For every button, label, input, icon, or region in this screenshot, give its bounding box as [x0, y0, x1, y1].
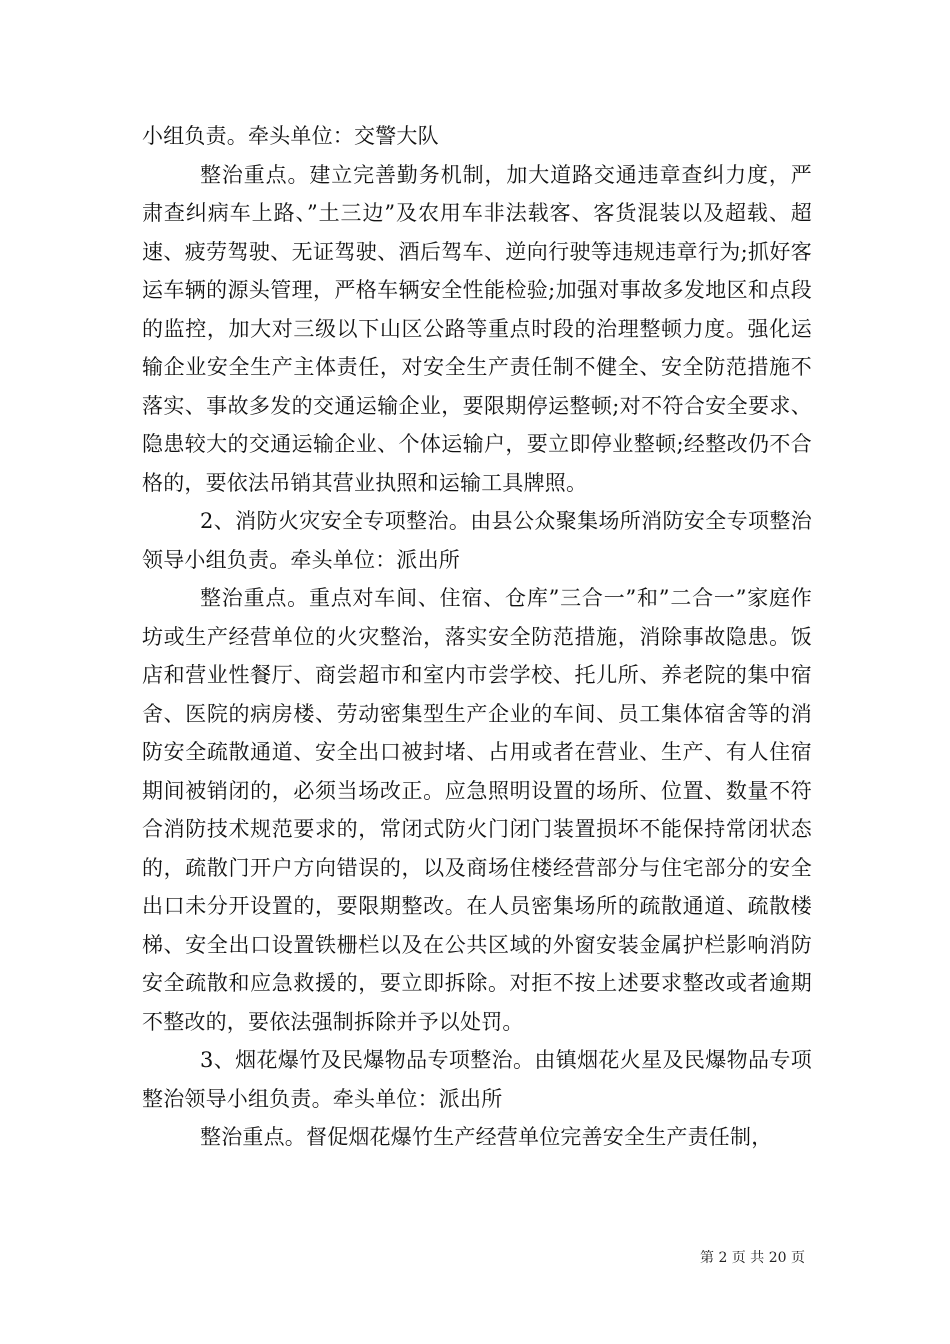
page-number-footer: 第 2 页 共 20 页 — [700, 1250, 805, 1266]
body-text — [142, 117, 812, 1157]
paragraph-fireworks-heading: 3、烟花爆竹及民爆物品专项整治。由镇烟花火星及民爆物品专项整治领导小组负责。牵头单位：派出所 — [142, 1048, 812, 1111]
paragraph-fire-safety-heading: 2、消防火灾安全专项整治。由县公众聚集场所消防安全专项整治领导小组负责。牵头单位：派出所 — [142, 509, 812, 572]
paragraph-fire-key-points: 整治重点。重点对车间、住宿、仓库”三合一”和”二合一”家庭作坊或生产经营单位的火灾整治，落实安全防范措施，消除事故隐患。饭店和营业性餐厅、商尝超市和室内市尝学校、托儿所、养老院的集中宿舍、医院的病房楼、劳动密集型生产企业的车间、员工集体宿舍等的消防安全疏散通道、安全出口被封堵、占用或者在营业、生产、有人住宿期间被销闭的，必须当场改正。应急照明设置的场所、位置、数量不符合消防技术规范要求的，常闭式防火门闭门装置损坏不能保持常闭状态的，疏散门开户方向错误的，以及商场住楼经营部分与住宅部分的安全出口未分开设置的，要限期整改。在人员密集场所的疏散通道、疏散楼梯、安全出口设置铁栅栏以及在公共区域的外窗安装金属护栏影响消防安全疏散和应急救援的，要立即拆除。对拒不按上述要求整改或者逾期不整改的，要依法强制拆除并予以处罚。 — [142, 586, 812, 1034]
paragraph-traffic-key-points: 整治重点。建立完善勤务机制，加大道路交通违章查纠力度，严肃查纠病车上路、”土三边”及农用车非法载客、客货混装以及超载、超速、疲劳驾驶、无证驾驶、酒后驾车、逆向行驶等违规违章行为;抓好客运车辆的源头管理，严格车辆安全性能检验;加强对事故多发地区和点段的监控，加大对三级以下山区公路等重点时段的治理整顿力度。强化运输企业安全生产主体责任，对安全生产责任制不健全、安全防范措施不落实、事故多发的交通运输企业，要限期停运整顿;对不符合安全要求、隐患较大的交通运输企业、个体运输户，要立即停业整顿;经整改仍不合格的，要依法吊销其营业执照和运输工具牌照。 — [142, 162, 812, 495]
paragraph-fireworks-key-points: 整治重点。督促烟花爆竹生产经营单位完善安全生产责任制， — [200, 1125, 773, 1149]
paragraph-continuation: 小组负责。牵头单位：交警大队 — [142, 124, 439, 148]
